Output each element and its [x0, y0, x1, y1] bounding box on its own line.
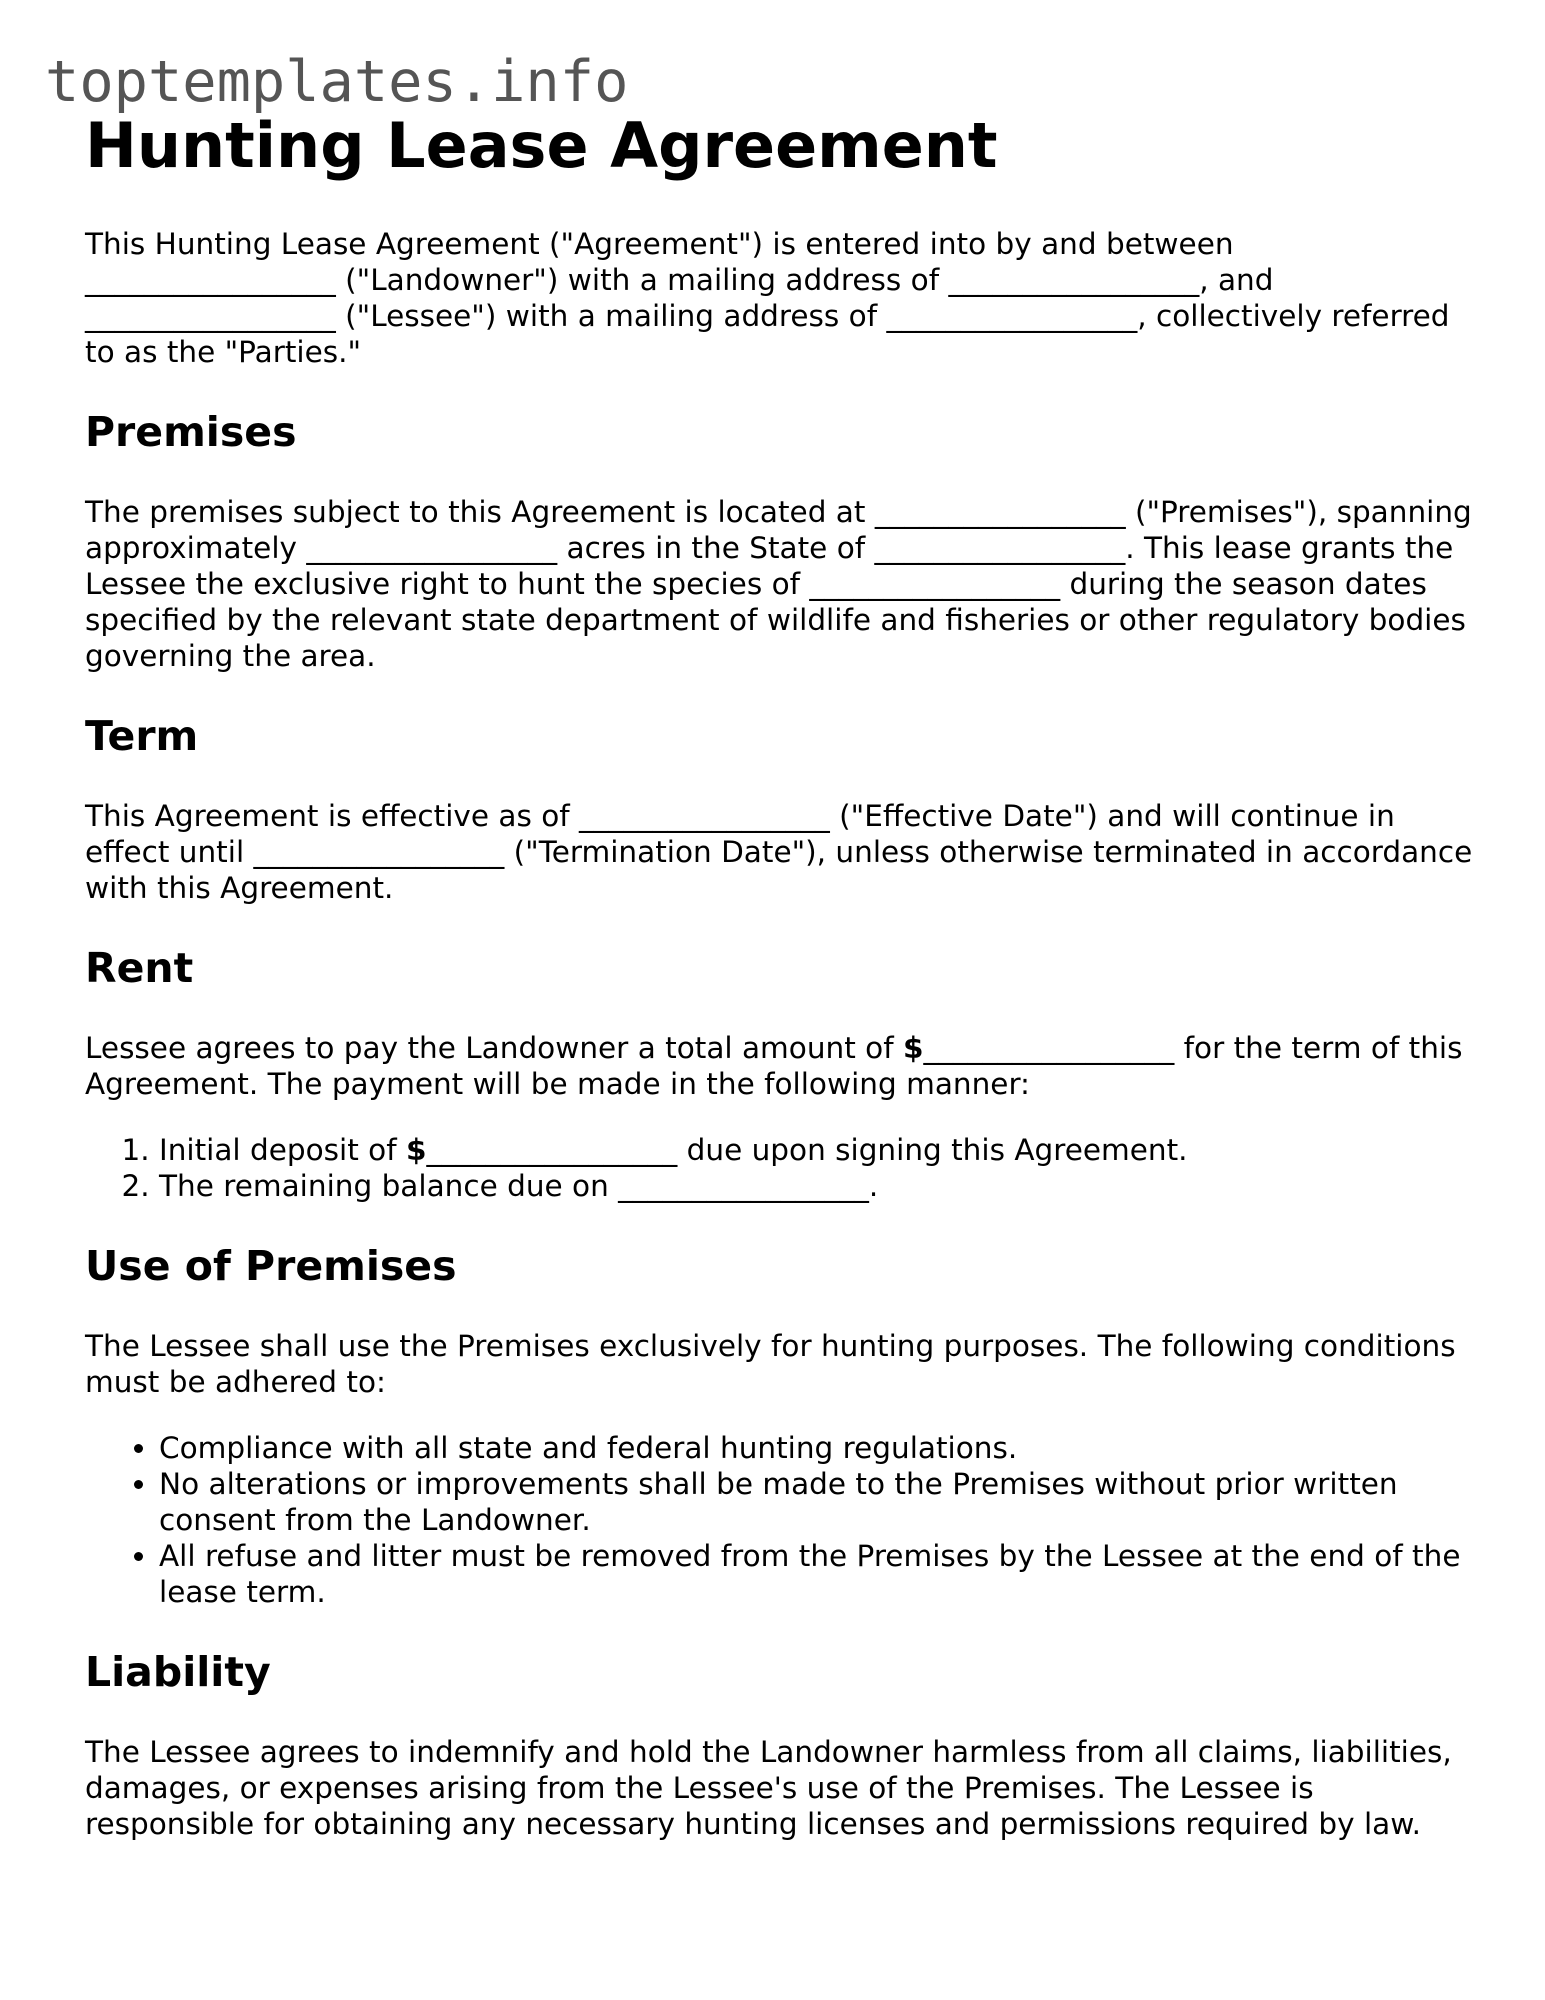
section-heading-liability: Liability	[85, 1648, 271, 1696]
liability-paragraph: The Lessee agrees to indemnify and hold the Landowner harmless from all claims, liabilities, damages, or expenses arising from the Lessee's use of the Premises. The Lessee is responsible for obtaining any necessary hunting licenses and permissions required by law.	[85, 1735, 1452, 1841]
deposit-currency: $	[405, 1133, 427, 1167]
list-item: 2. The remaining balance due on _________________.	[159, 1168, 1475, 1204]
document-body	[85, 108, 1475, 1842]
use-conditions-list	[85, 1430, 1475, 1610]
section-heading-use: Use of Premises	[85, 1242, 457, 1290]
term-paragraph: This Agreement is effective as of _________________ ("Effective Date") and will continue in effect until _________________ ("Termination Date"), unless otherwise terminated in accordance with this Agreement.	[85, 799, 1473, 905]
rent-text-after: _________________ for the term of this Agreement. The payment will be made in the following manner:	[85, 1031, 1463, 1101]
document-title: Hunting Lease Agreement	[85, 109, 998, 182]
rent-payment-list	[85, 1132, 1475, 1204]
list-item	[159, 1132, 1475, 1168]
list-item: • All refuse and litter must be removed from the Premises by the Lessee at the end of the lease term.	[159, 1538, 1475, 1610]
rent-currency: $	[903, 1031, 924, 1065]
deposit-text-after: _________________ due upon signing this Agreement.	[426, 1133, 1188, 1167]
premises-paragraph: The premises subject to this Agreement is located at _________________ ("Premises"), spanning approximately _________________ acres in the State of _________________. This lease grants the Lessee the exclusive right to hunt the species of _________________ during the season dates specified by the relevant state department of wildlife and fisheries or other regulatory bodies governing the area.	[85, 495, 1472, 673]
watermark: toptemplates.info	[45, 49, 629, 115]
list-item: • No alterations or improvements shall be made to the Premises without prior written consent from the Landowner.	[159, 1466, 1475, 1538]
section-heading-rent: Rent	[85, 944, 194, 992]
deposit-text-before: Initial deposit of	[159, 1133, 406, 1167]
intro-paragraph: This Hunting Lease Agreement ("Agreement") is entered into by and between _________________ ("Landowner") with a mailing address of _________________, and _________________ ("Lessee") with a mailing address of _________________, collectively referred to as the "Parties."	[85, 227, 1450, 369]
list-item: • Compliance with all state and federal hunting regulations.	[159, 1430, 1475, 1466]
rent-text-before: Lessee agrees to pay the Landowner a total amount of	[85, 1031, 903, 1065]
use-paragraph: The Lessee shall use the Premises exclusively for hunting purposes. The following conditions must be adhered to:	[85, 1329, 1456, 1399]
section-heading-term: Term	[85, 712, 199, 760]
rent-paragraph	[85, 1030, 1475, 1102]
section-heading-premises: Premises	[85, 408, 297, 456]
